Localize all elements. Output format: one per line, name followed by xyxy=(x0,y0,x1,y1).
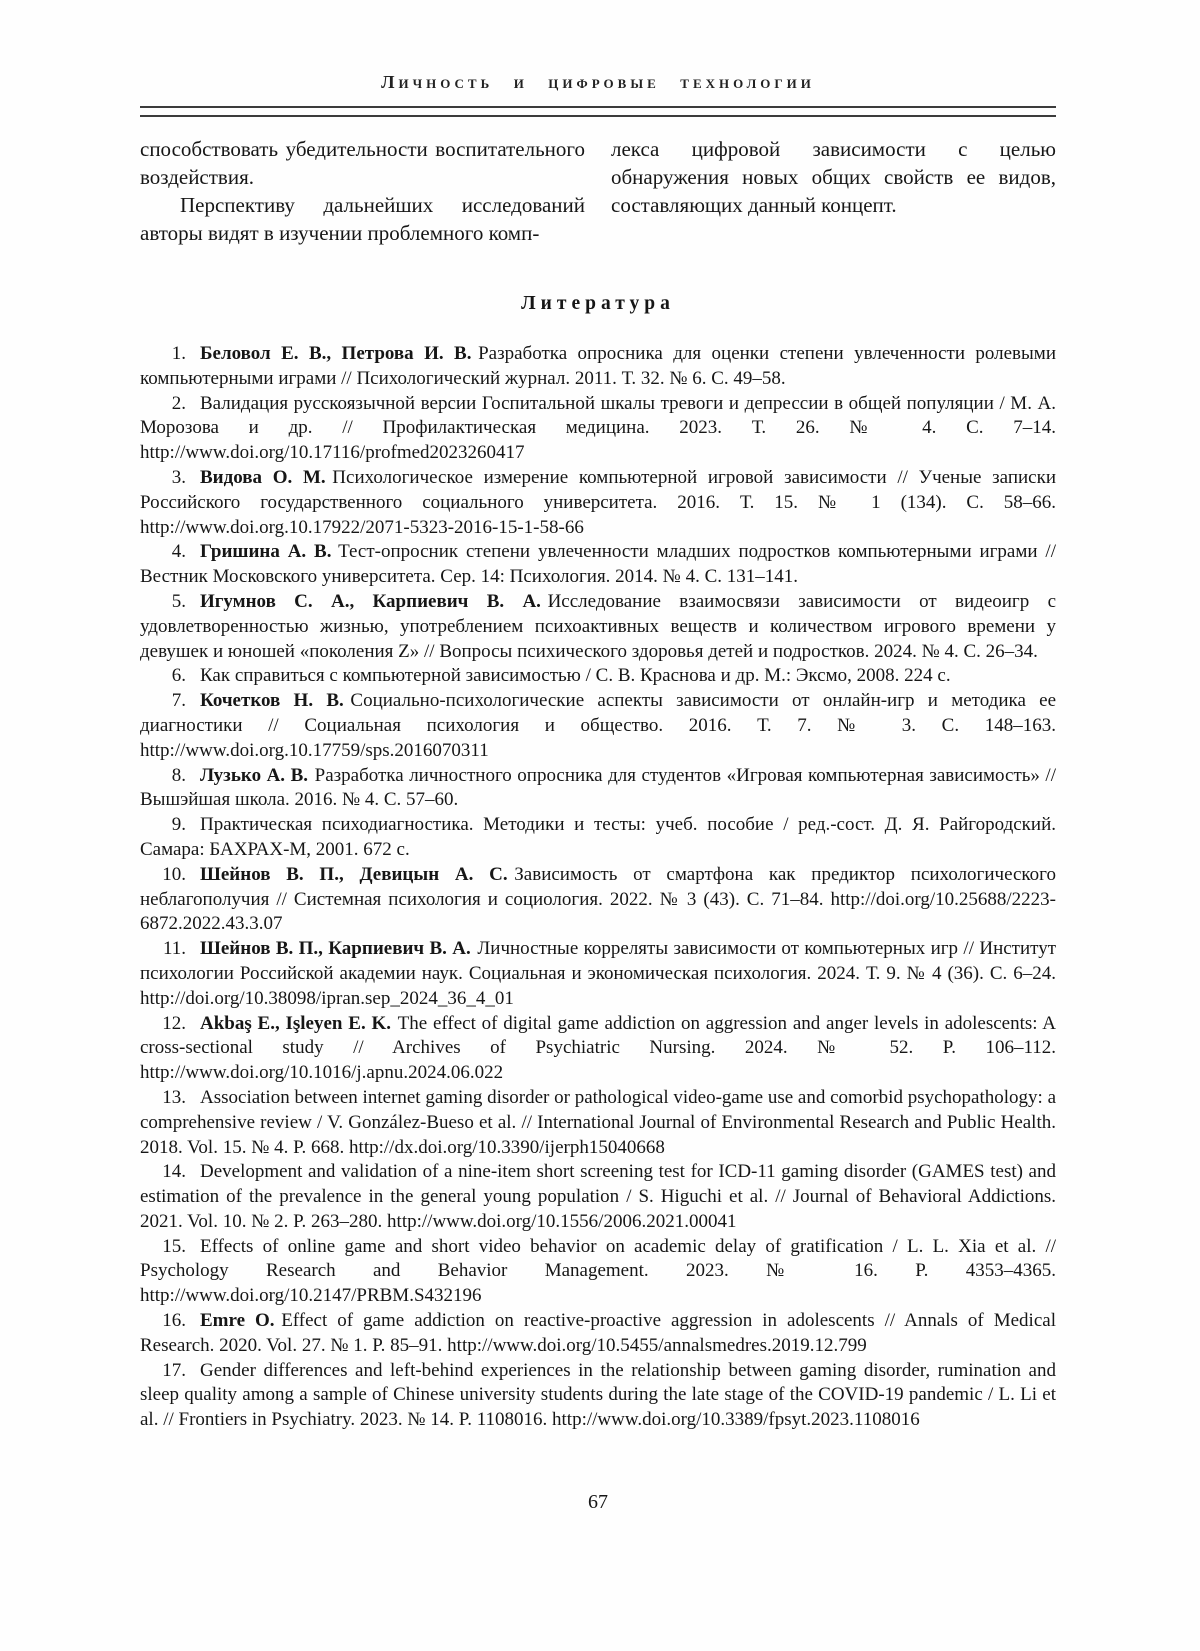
reference-text: Личностные корреляты зависимости от компьютерных игр // Институт психологии Российской академии наук. Социальная и экономическая психология. 2024. Т. 9. № 4 (36). С. 6–24. http://doi.org/10.38098/ipran.sep_2024_36_4_01 xyxy=(140,938,1056,1009)
intro-paragraph: Перспективу дальнейших исследований авторы видят в изучении проблемного комп- xyxy=(140,193,585,245)
reference-authors: Emre O. xyxy=(200,1310,275,1332)
reference-authors: Шейнов В. П., Девицын А. С. xyxy=(200,863,508,885)
reference-number: 17. xyxy=(162,1359,186,1381)
reference-item xyxy=(140,664,1056,689)
page-number: 67 xyxy=(588,1491,608,1514)
reference-text: Зависимость от смартфона как предиктор психологического неблагополучия // Системная психология и социология. 2022. № 3 (43). С. 71–84. http://doi.org/10.25688/2223-6872.2022.43.3.07 xyxy=(140,863,1056,935)
reference-item xyxy=(140,1235,1056,1309)
reference-authors: Видова О. М. xyxy=(200,466,326,488)
reference-item xyxy=(140,937,1056,1011)
header-divider xyxy=(140,106,1056,117)
reference-number: 4. xyxy=(171,541,186,563)
reference-text: Effects of online game and short video behavior on academic delay of gratification / L. L. Xia et al. // Psychology Research and Behavior Management. 2023. № 16. P. 4353–4365. http://www.doi.org/10.2147/PRBM.S432196 xyxy=(140,1235,1056,1307)
reference-number: 1. xyxy=(171,343,186,364)
reference-number: 14. xyxy=(162,1161,186,1183)
reference-authors: Akbaş E., Işleyen E. K. xyxy=(200,1012,392,1034)
reference-text: Разработка опросника для оценки степени увлеченности ролевыми компьютерными играми // Психологический журнал. 2011. Т. 32. № 6. С. 49–58. xyxy=(140,343,1056,389)
reference-text: Психологическое измерение компьютерной игровой зависимости // Ученые записки Российского государственного социального университета. 2016. Т. 15. № 1 (134). С. 58–66. http://www.doi.org.10.17922/2071-5323-2016-15-1-58-66 xyxy=(140,466,1056,538)
reference-number: 13. xyxy=(162,1086,186,1108)
reference-item xyxy=(140,342,1056,392)
reference-text: Effect of game addiction on reactive-proactive aggression in adolescents // Annals of Medical Research. 2020. Vol. 27. № 1. P. 85–91. http://www.doi.org/10.5455/annalsmedres.2019.12.799 xyxy=(140,1310,1056,1356)
reference-number: 10. xyxy=(162,863,186,885)
reference-item xyxy=(140,1309,1056,1359)
intro-left-column xyxy=(140,135,585,247)
reference-item xyxy=(140,392,1056,466)
reference-text: Тест-опросник степени увлеченности младших подростков компьютерными играми // Вестник Московского университета. Сер. 14: Психология. 2014. № 4. С. 131–141. xyxy=(140,541,1056,588)
reference-item xyxy=(140,764,1056,814)
intro-paragraph: способствовать убедительности воспитательного воздействия. xyxy=(140,137,585,189)
reference-authors: Гришина А. В. xyxy=(200,541,332,563)
reference-item xyxy=(140,1359,1056,1433)
reference-authors: Кочетков Н. В. xyxy=(200,690,344,712)
reference-text: The effect of digital game addiction on aggression and anger levels in adolescents: A cross-sectional study // Archives of Psychiatric Nursing. 2024. № 52. P. 106–112. http://www.doi.org/10.1016/j.apnu.2024.06.022 xyxy=(140,1012,1057,1084)
running-title: Личность и цифровые технологии xyxy=(381,72,815,92)
reference-number: 6. xyxy=(171,665,186,687)
reference-number: 12. xyxy=(162,1012,186,1034)
reference-number: 11. xyxy=(162,938,186,960)
reference-number: 7. xyxy=(171,690,186,712)
reference-number: 16. xyxy=(162,1310,186,1332)
reference-text: Development and validation of a nine-item short screening test for ICD-11 gaming disorder (GAMES test) and estimation of the prevalence in the general young population / S. Higuchi et al. // Journal of Behavioral Addictions. 2021. Vol. 10. № 2. P. 263–280. http://www.doi.org/10.1556/2006.2021.00041 xyxy=(140,1161,1056,1232)
reference-text: Практическая психодиагностика. Методики и тесты: учеб. пособие / ред.-сост. Д. Я. Райгородский. Самара: БАХРАХ-М, 2001. 672 с. xyxy=(140,814,1056,860)
reference-text: Gender differences and left-behind experiences in the relationship between gaming disorder, rumination and sleep quality among a sample of Chinese university students during the late stage of the COVID-19 pandemic / L. Li et al. // Frontiers in Psychiatry. 2023. № 14. P. 1108016. http://www.doi.org/10.3389/fpsyt.2023.1108016 xyxy=(140,1359,1056,1431)
reference-item xyxy=(140,540,1056,590)
reference-text: Валидация русскоязычной версии Госпитальной шкалы тревоги и депрессии в общей популяции / М. А. Морозова и др. // Профилактическая медицина. 2023. Т. 26. № 4. С. 7–14. http://www.doi.org/10.17116/profmed2023260417 xyxy=(140,392,1056,464)
references-list xyxy=(140,342,1056,1433)
reference-number: 3. xyxy=(171,466,186,488)
reference-authors: Беловол Е. В., Петрова И. В. xyxy=(200,343,472,364)
reference-item xyxy=(140,1086,1056,1160)
reference-item xyxy=(140,813,1056,863)
reference-authors: Игумнов С. А., Карпиевич В. А. xyxy=(200,590,541,612)
intro-text xyxy=(140,135,1056,247)
reference-text: Социально-психологические аспекты зависимости от онлайн-игр и методика ее диагностики // Социальная психология и общество. 2016. Т. 7. № 3. С. 148–163. http://www.doi.org.10.17759/sps.2016070311 xyxy=(140,690,1056,761)
reference-text: Association between internet gaming disorder or pathological video-game use and comorbid psychopathology: a comprehensive review / V. González-Bueso et al. // International Journal of Environmental Research and Public Health. 2018. Vol. 15. № 4. P. 668. http://dx.doi.org/10.3390/ijerph15040668 xyxy=(140,1086,1056,1158)
reference-number: 5. xyxy=(171,590,186,612)
reference-text: Разработка личностного опросника для студентов «Игровая компьютерная зависимость» // Вышэйшая школа. 2016. № 4. С. 57–60. xyxy=(140,764,1056,811)
reference-item xyxy=(140,689,1056,763)
reference-authors: Лузько А. В. xyxy=(200,764,308,786)
reference-item xyxy=(140,590,1056,664)
reference-text: Как справиться с компьютерной зависимостью / С. В. Краснова и др. М.: Эксмо, 2008. 224 с. xyxy=(200,665,951,687)
reference-number: 2. xyxy=(171,392,186,414)
literature-heading: Литература xyxy=(521,293,675,314)
reference-authors: Шейнов В. П., Карпиевич В. А. xyxy=(200,938,471,960)
reference-item xyxy=(140,863,1056,937)
reference-item xyxy=(140,466,1056,540)
reference-text: Исследование взаимосвязи зависимости от видеоигр с удовлетворенностью жизнью, употреблением психоактивных веществ и количеством игрового времени у девушек и юношей «поколения Z» // Вопросы психического здоровья детей и подростков. 2024. № 4. С. 26–34. xyxy=(140,590,1056,662)
reference-item xyxy=(140,1160,1056,1234)
reference-number: 9. xyxy=(171,814,186,836)
reference-number: 8. xyxy=(171,764,186,786)
reference-number: 15. xyxy=(162,1235,186,1257)
intro-paragraph: лекса цифровой зависимости с целью обнаружения новых общих свойств ее видов, составляющих данный концепт. xyxy=(611,137,1056,217)
reference-item xyxy=(140,1012,1056,1086)
intro-right-column xyxy=(611,135,1056,247)
